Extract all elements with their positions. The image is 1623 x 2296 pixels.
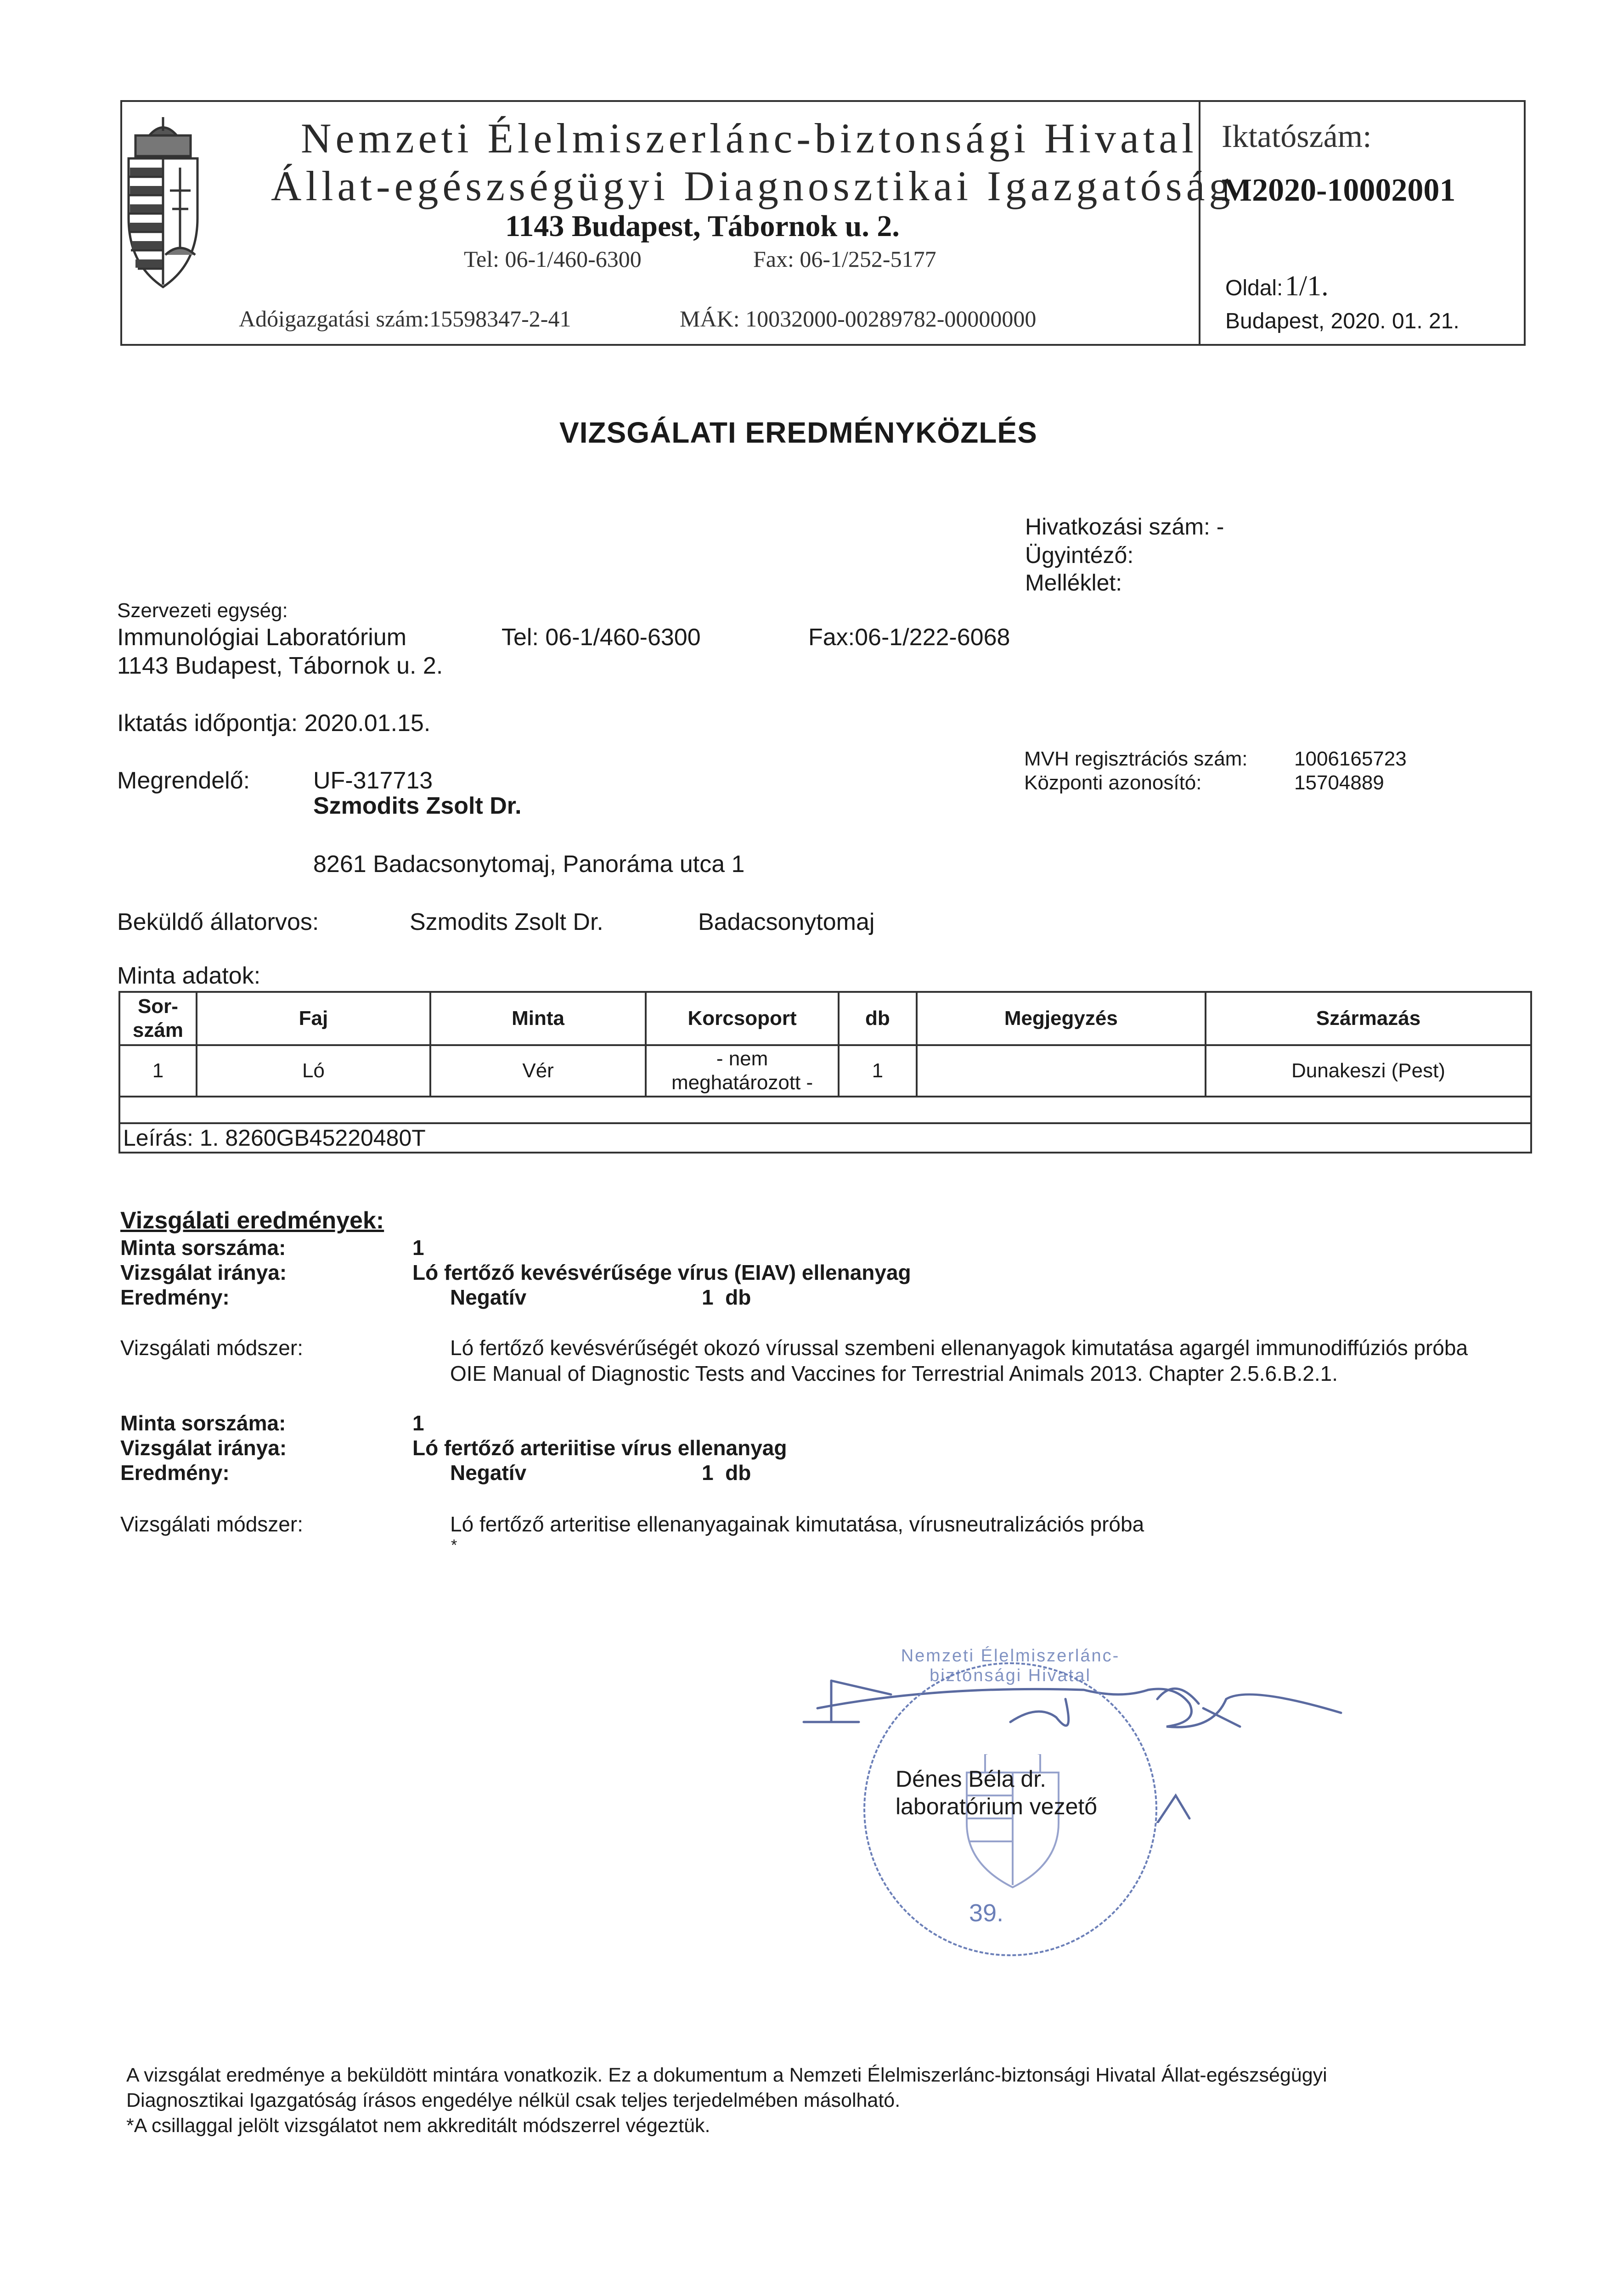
header-tel: Tel: 06-1/460-6300 [464, 246, 642, 272]
unit-label: Szervezeti egység: [117, 599, 288, 622]
cell-age-line2: meghatározott - [671, 1071, 813, 1094]
coat-of-arms-icon [117, 117, 209, 310]
vet-label: Beküldő állatorvos: [117, 909, 319, 935]
cell-description: Leírás: 1. 8260GB45220480T [119, 1123, 1531, 1153]
cell-note [917, 1045, 1206, 1097]
test1-count: 1 db [702, 1285, 751, 1309]
unit-name: Immunológiai Laboratórium [117, 624, 407, 651]
test1-result-label: Eredmény: [120, 1285, 230, 1309]
cell-sample: Vér [430, 1045, 646, 1097]
signatory-title: laboratórium vezető [896, 1794, 1098, 1819]
page-indicator [1225, 270, 1329, 303]
sample-table [118, 991, 1532, 1154]
test1-method-line1: Ló fertőző kevésvérűségét okozó vírussal szembeni ellenanyagok kimutatása agargél immunodiffúziós próba [450, 1336, 1468, 1360]
header-tax-number: Adóigazgatási szám:15598347-2-41 [239, 306, 571, 332]
vet-name: Szmodits Zsolt Dr. [410, 909, 603, 935]
cell-age-line1: - nem [716, 1047, 768, 1070]
test2-result-label: Eredmény: [120, 1461, 230, 1485]
mvh-label: MVH regisztrációs szám: [1024, 748, 1248, 770]
table-row-empty [119, 1097, 1531, 1123]
cell-species: Ló [197, 1045, 430, 1097]
cell-qty: 1 [839, 1045, 917, 1097]
customer-name: Szmodits Zsolt Dr. [313, 793, 522, 819]
customer-address: 8261 Badacsonytomaj, Panoráma utca 1 [313, 851, 745, 878]
test1-result: Negatív [450, 1285, 527, 1309]
test1-method-label: Vizsgálati módszer: [120, 1336, 303, 1360]
header-seq [119, 992, 197, 1045]
place-date: Budapest, 2020. 01. 21. [1225, 309, 1460, 333]
case-officer: Ügyintéző: [1025, 542, 1134, 568]
customer-label: Megrendelő: [117, 767, 250, 794]
mvh-value: 1006165723 [1294, 748, 1407, 770]
header-seq-line2: szám [132, 1019, 183, 1041]
results-section-label: Vizsgálati eredmények: [120, 1207, 384, 1234]
stamp-text: Nemzeti Élelmiszerlánc-biztonsági Hivatal [901, 1646, 1120, 1685]
header-sample: Minta [430, 992, 646, 1045]
test2-direction: Ló fertőző arteriitise vírus ellenanyag [412, 1436, 787, 1460]
test2-method-line2: * [451, 1536, 457, 1554]
customer-id: UF-317713 [313, 767, 433, 794]
test2-seq: 1 [412, 1411, 424, 1435]
header-fax: Fax: 06-1/252-5177 [753, 246, 936, 272]
header-age-group: Korcsoport [646, 992, 839, 1045]
unit-fax: Fax:06-1/222-6068 [808, 624, 1010, 651]
unit-address: 1143 Budapest, Tábornok u. 2. [117, 653, 443, 679]
cell-origin: Dunakeszi (Pest) [1206, 1045, 1531, 1097]
header-mak: MÁK: 10032000-00289782-00000000 [680, 306, 1037, 332]
header-seq-line1: Sor- [137, 995, 178, 1018]
org-name-line2: Állat-egészségügyi Diagnosztikai Igazgatóság [271, 163, 1234, 209]
header-qty: db [839, 992, 917, 1045]
test1-direction-label: Vizsgálat iránya: [120, 1261, 287, 1284]
unit-tel: Tel: 06-1/460-6300 [502, 624, 701, 651]
stamp-number: 39. [969, 1899, 1004, 1927]
central-id-value: 15704889 [1294, 771, 1384, 794]
test1-method-line2: OIE Manual of Diagnostic Tests and Vaccines for Terrestrial Animals 2013. Chapter 2.5.6.B.2.1. [450, 1362, 1338, 1385]
page-label: Oldal: [1225, 276, 1283, 300]
header-note: Megjegyzés [917, 992, 1206, 1045]
org-name-line1: Nemzeti Élelmiszerlánc-biztonsági Hivatal [301, 115, 1198, 162]
header-divider [1199, 100, 1200, 346]
registry-label: Iktatószám: [1222, 119, 1372, 154]
reference-number: Hivatkozási szám: - [1025, 514, 1224, 540]
sample-table-header-row [119, 992, 1531, 1045]
cell-age-group [646, 1045, 839, 1097]
table-row [119, 1045, 1531, 1097]
document-title: VIZSGÁLATI EREDMÉNYKÖZLÉS [559, 416, 1037, 449]
test1-seq: 1 [412, 1236, 424, 1260]
test2-result: Negatív [450, 1461, 527, 1485]
registry-number: M2020-10002001 [1222, 173, 1456, 208]
registration-date: Iktatás időpontja: 2020.01.15. [117, 710, 431, 737]
footer-line1: A vizsgálat eredménye a beküldött mintára vonatkozik. Ez a dokumentum a Nemzeti Élelmiszerlánc-biztonsági Hivatal Állat-egészségügyi [126, 2064, 1327, 2086]
test2-direction-label: Vizsgálat iránya: [120, 1436, 287, 1460]
footer-line2: Diagnosztikai Igazgatóság írásos engedélye nélkül csak teljes terjedelmében másolható. [126, 2089, 901, 2111]
header-species: Faj [197, 992, 430, 1045]
test2-method-label: Vizsgálati módszer: [120, 1512, 303, 1536]
header-address: 1143 Budapest, Tábornok u. 2. [505, 209, 900, 243]
footer-line3: *A csillaggal jelölt vizsgálatot nem akkreditált módszerrel végeztük. [126, 2115, 710, 2137]
attachment: Melléklet: [1025, 570, 1122, 596]
header-origin: Származás [1206, 992, 1531, 1045]
central-id-label: Központi azonosító: [1024, 771, 1202, 794]
test2-count: 1 db [702, 1461, 751, 1485]
table-row-description [119, 1123, 1531, 1153]
test1-seq-label: Minta sorszáma: [120, 1236, 286, 1260]
signatory-name: Dénes Béla dr. [896, 1766, 1046, 1792]
test2-method-line1: Ló fertőző arteritise ellenanyagainak kimutatása, vírusneutralizációs próba [450, 1512, 1144, 1536]
vet-place: Badacsonytomaj [698, 909, 875, 935]
page-value: 1/1. [1285, 270, 1329, 302]
test1-direction: Ló fertőző kevésvérűsége vírus (EIAV) ellenanyag [412, 1261, 911, 1284]
cell-seq: 1 [119, 1045, 197, 1097]
sample-section-label: Minta adatok: [117, 962, 261, 989]
test2-seq-label: Minta sorszáma: [120, 1411, 286, 1435]
cell-empty [119, 1097, 1531, 1123]
